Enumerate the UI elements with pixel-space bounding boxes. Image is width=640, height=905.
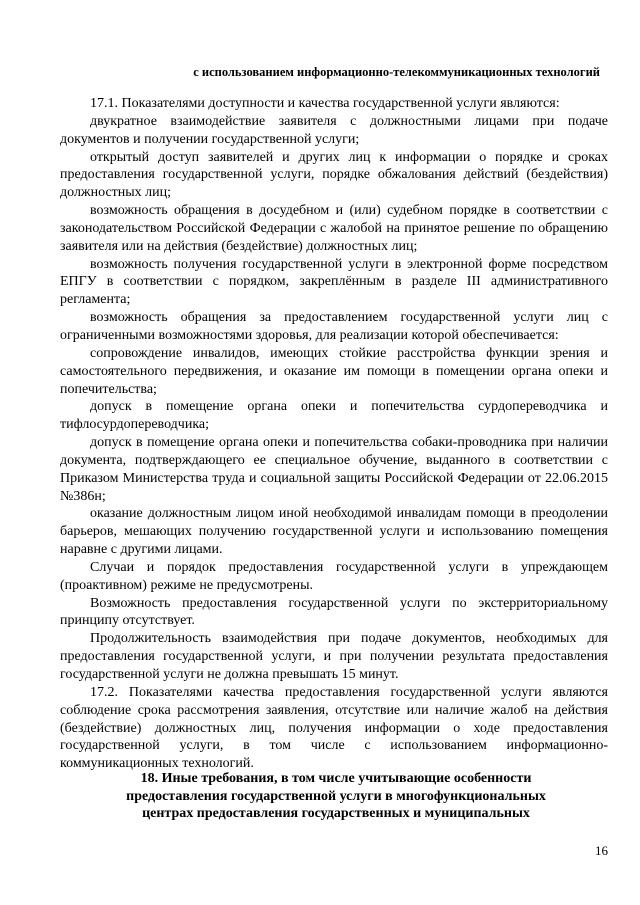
paragraph-duration: Продолжительность взаимодействия при подаче документов, необходимых для предоставления государственной услуги, и при получении результата предоставления государственной услуги не должна превышать 15 минут. bbox=[60, 631, 608, 682]
paragraph-proactive-mode: Случаи и порядок предоставления государственной услуги в упреждающем (проактивном) режиме не предусмотрены. bbox=[60, 559, 608, 593]
paragraph-limited-abilities: возможность обращения за предоставлением государственной услуги лиц с ограниченными возможностями здоровья, для реализации которой обеспечивается: bbox=[60, 310, 608, 343]
page-number: 16 bbox=[595, 843, 608, 858]
section-heading-line: центрах предоставления государственных и муниципальных bbox=[142, 806, 530, 821]
paragraph-other-assistance: оказание должностным лицом иной необходимой инвалидам помощи в преодолении барьеров, мешающих получению государственной услуги и использованию помещения наравне с другими лицами. bbox=[60, 506, 608, 558]
paragraph-17-2-quality: 17.2. Показателями качества предоставления государственной услуги являются соблюдение срока рассмотрения заявления, отсутствие или наличие жалоб на действия (бездействие) должностных лиц, получения информации о ходе предоставления государственной услуги, в том числе с использованием информационно-коммуникационных технологий. bbox=[60, 684, 608, 772]
section-heading-line: предоставления государственной услуги в многофункциональных bbox=[126, 788, 546, 804]
body-text bbox=[60, 95, 608, 773]
paragraph-double-interaction: двукратное взаимодействие заявителя с должностными лицами при подаче документов и получении государственной услуги; bbox=[60, 113, 608, 147]
section-heading bbox=[100, 770, 572, 823]
paragraph-electronic-form: возможность получения государственной услуги в электронной форме посредством ЕПГУ в соответствии с порядком, закреплённым в разделе III административного регламента; bbox=[60, 256, 608, 308]
paragraph-sign-interpreter: допуск в помещение органа опеки и попечительства сурдопереводчика и тифлосурдопереводчика; bbox=[60, 399, 608, 433]
paragraph-17-1-intro: 17.1. Показателями доступности и качества государственной услуги являются: bbox=[90, 96, 560, 111]
paragraph-open-access: открытый доступ заявителей и других лиц к информации о порядке и сроках предоставления государственной услуги, порядке обжалования действий (бездействия) должностных лиц; bbox=[60, 149, 608, 201]
paragraph-escort-disabled: сопровождение инвалидов, имеющих стойкие расстройства функции зрения и самостоятельного передвижения, и оказание им помощи в помещении органа опеки и попечительства; bbox=[60, 345, 608, 397]
paragraph-extraterritorial: Возможность предоставления государственной услуги по экстерриториальному принципу отсутствует. bbox=[60, 595, 608, 629]
paragraph-guide-dog: допуск в помещение органа опеки и попечительства собаки-проводника при наличии документа, подтверждающего ее специальное обучение, выданного в соответствии с Приказом Министерства труда и социальной защиты Российской Федерации от 22.06.2015 №386н; bbox=[60, 435, 608, 504]
section-heading-line: 18. Иные требования, в том числе учитывающие особенности bbox=[140, 771, 532, 786]
top-heading: с использованием информационно-телекоммуникационных технологий bbox=[193, 65, 600, 79]
paragraph-appeal-possibility: возможность обращения в досудебном и (или) судебном порядке в соответствии с законодательством Российской Федерации с жалобой на принятое решение по обращению заявителя или на действия (бездействие) должностных лиц; bbox=[60, 203, 608, 254]
